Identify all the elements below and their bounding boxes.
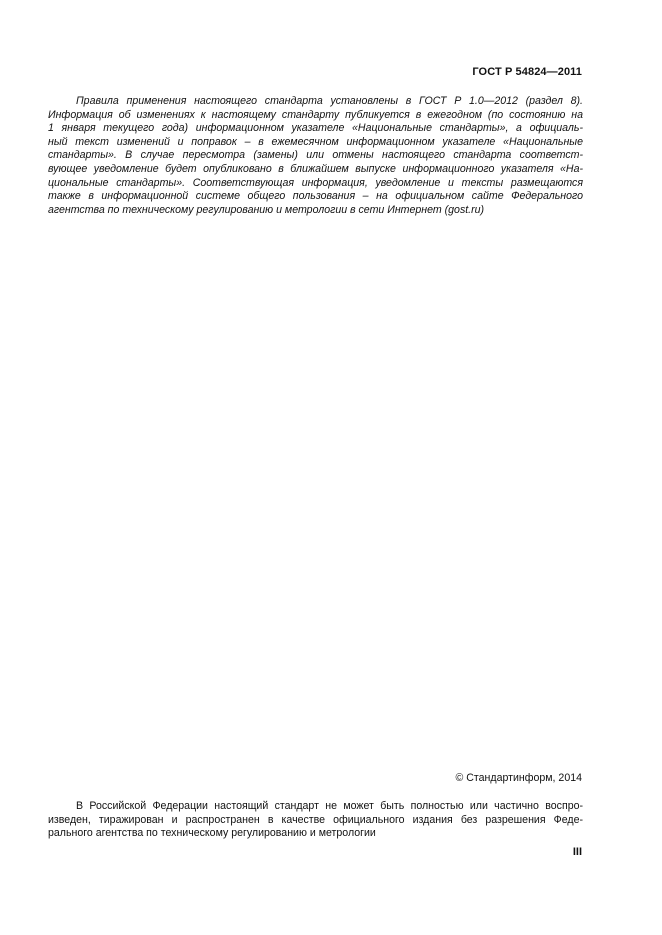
notice-line: циональные стандарты». Соответствующая информация, уведомление и тексты размещаются xyxy=(48,176,583,189)
notice-line: ный текст изменений и поправок – в ежемесячном информационном указателе «Национальные xyxy=(48,135,583,148)
notice-line: Правила применения настоящего стандарта установлены в ГОСТ Р 1.0—2012 (раздел 8). xyxy=(76,95,583,107)
legal-line: В Российской Федерации настоящий стандарт не может быть полностью или частично воспро- xyxy=(76,800,583,812)
legal-line: изведен, тиражирован и распространен в качестве официального издания без разрешения Феде- xyxy=(48,813,583,826)
notice-line: вующее уведомление будет опубликовано в ближайшем выпуске информационного указателя «На- xyxy=(48,162,583,175)
notice-line: Информация об изменениях к настоящему стандарту публикуется в ежегодном (по состоянию на xyxy=(48,108,583,121)
notice-line: агентства по техническому регулированию и метрологии в сети Интернет (gost.ru) xyxy=(48,203,485,216)
reproduction-restriction-paragraph xyxy=(48,800,583,841)
standard-notice-paragraph xyxy=(48,95,583,217)
document-code: ГОСТ Р 54824—2011 xyxy=(472,66,582,78)
legal-line: рального агентства по техническому регулированию и метрологии xyxy=(48,827,376,840)
notice-line: стандарты». В случае пересмотра (замены) или отмены настоящего стандарта соответст- xyxy=(48,149,583,162)
page-number: III xyxy=(572,846,582,858)
copyright-notice: © Стандартинформ, 2014 xyxy=(455,772,582,784)
notice-line: 1 января текущего года) информационном указателе «Национальные стандарты», а официаль- xyxy=(48,122,583,135)
notice-line: также в информационной системе общего пользования – на официальном сайте Федерального xyxy=(48,190,583,203)
